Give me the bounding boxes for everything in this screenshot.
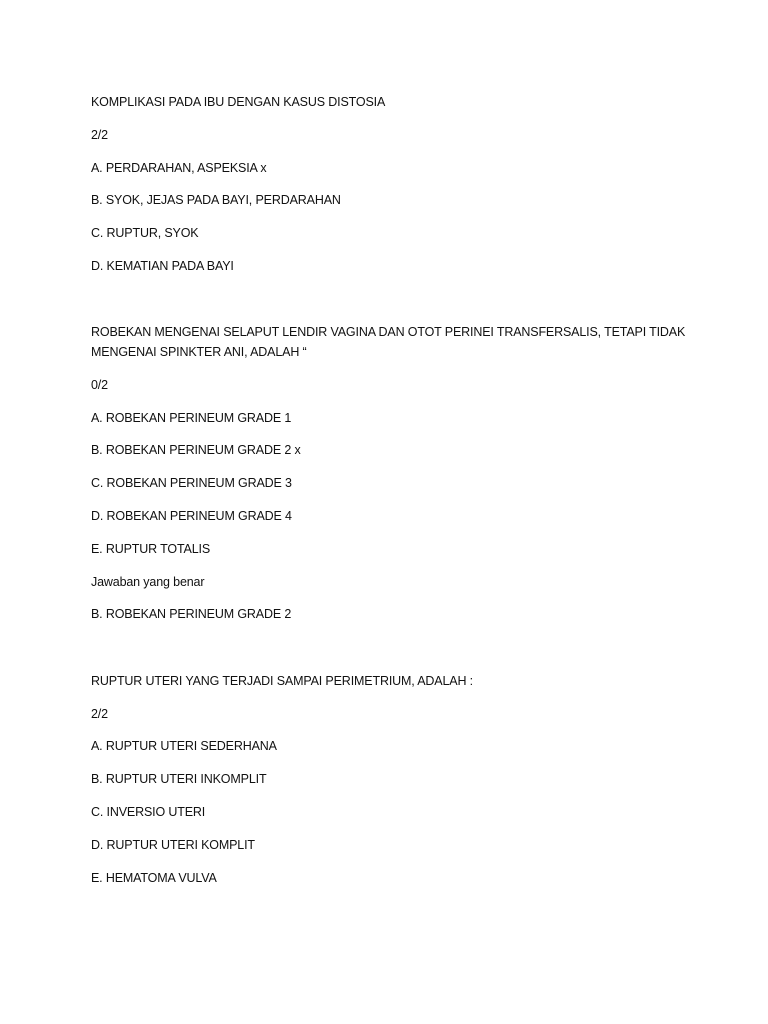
question-1-score: 2/2 xyxy=(91,128,108,142)
question-1-option-b: B. SYOK, JEJAS PADA BAYI, PERDARAHAN xyxy=(91,193,341,207)
question-2-option-b: B. ROBEKAN PERINEUM GRADE 2 x xyxy=(91,443,301,457)
question-1-option-c: C. RUPTUR, SYOK xyxy=(91,226,199,240)
question-2-correct-answer: B. ROBEKAN PERINEUM GRADE 2 xyxy=(91,607,292,621)
question-3-option-e: E. HEMATOMA VULVA xyxy=(91,871,217,885)
question-2-text-line-2: MENGENAI SPINKTER ANI, ADALAH “ xyxy=(91,345,307,359)
question-3-option-b: B. RUPTUR UTERI INKOMPLIT xyxy=(91,772,267,786)
question-1-text: KOMPLIKASI PADA IBU DENGAN KASUS DISTOSIA xyxy=(91,95,386,109)
question-2-option-e: E. RUPTUR TOTALIS xyxy=(91,542,211,556)
question-2-correct-label: Jawaban yang benar xyxy=(91,575,205,589)
question-3-text: RUPTUR UTERI YANG TERJADI SAMPAI PERIMETRIUM, ADALAH : xyxy=(91,674,474,688)
question-2-score: 0/2 xyxy=(91,378,108,392)
question-1-option-a: A. PERDARAHAN, ASPEKSIA x xyxy=(91,161,267,175)
question-2-option-c: C. ROBEKAN PERINEUM GRADE 3 xyxy=(91,476,292,490)
question-3-option-c: C. INVERSIO UTERI xyxy=(91,805,206,819)
question-3-score: 2/2 xyxy=(91,707,108,721)
question-3-option-a: A. RUPTUR UTERI SEDERHANA xyxy=(91,739,277,753)
question-1-option-d: D. KEMATIAN PADA BAYI xyxy=(91,259,234,273)
question-2-option-a: A. ROBEKAN PERINEUM GRADE 1 xyxy=(91,411,292,425)
question-2-option-d: D. ROBEKAN PERINEUM GRADE 4 xyxy=(91,509,292,523)
question-3-option-d: D. RUPTUR UTERI KOMPLIT xyxy=(91,838,255,852)
question-2-text-line-1: ROBEKAN MENGENAI SELAPUT LENDIR VAGINA DAN OTOT PERINEI TRANSFERSALIS, TETAPI TIDAK xyxy=(91,325,686,339)
